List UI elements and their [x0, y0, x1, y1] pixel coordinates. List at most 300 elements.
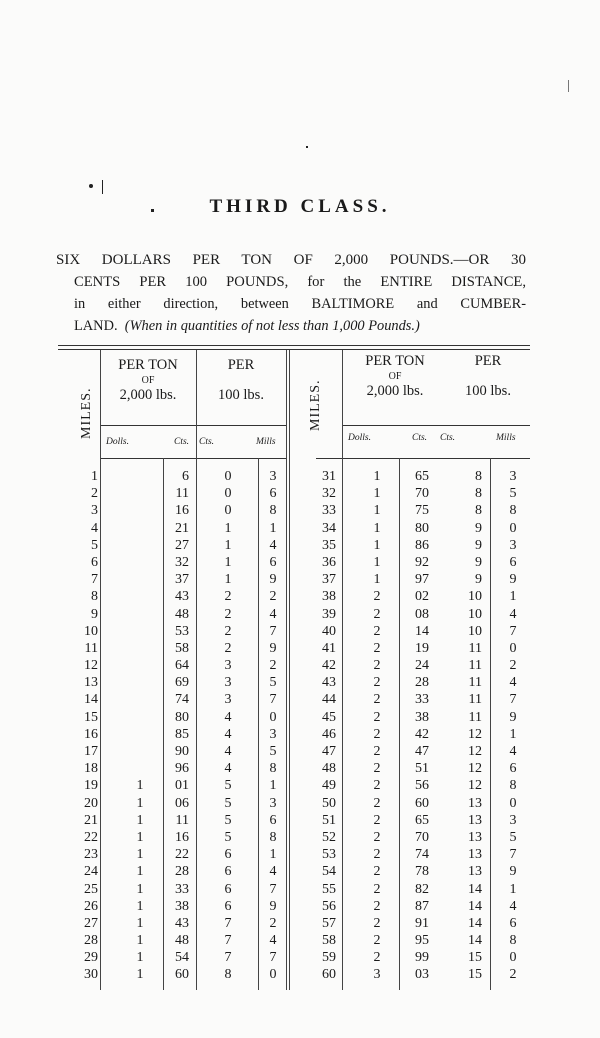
table-cell: 4 [269, 933, 277, 949]
table-cell: 2 [373, 778, 381, 794]
table-cell: 2 [373, 795, 381, 811]
table-cell: 4 [224, 709, 232, 725]
table-cell: 6 [509, 915, 517, 931]
right-cts-column [399, 468, 429, 984]
table-cell: 5 [509, 829, 517, 845]
table-cell: 17 [84, 744, 98, 759]
table-cell [120, 571, 160, 588]
table-cell: 2 [373, 864, 381, 880]
table-cell: 1 [136, 933, 144, 949]
table-cell: 47 [322, 744, 336, 759]
table-cell: 16 [175, 829, 189, 845]
table-cell: 14 [84, 692, 98, 708]
table-cell: 44 [322, 692, 336, 708]
column-divider [196, 350, 197, 990]
lbs-2000-label: 2,000 lbs. [366, 383, 424, 399]
table-cell [120, 520, 160, 537]
table-cell: 18 [84, 761, 98, 777]
table-cell: 92 [415, 554, 429, 570]
table-cell: 1 [136, 915, 144, 931]
table-cell: 3 [269, 726, 277, 742]
table-cell: 2 [373, 658, 381, 674]
table-top-rule [58, 349, 530, 350]
table-cell: 0 [224, 486, 232, 502]
table-cell: 32 [175, 554, 189, 570]
table-cell: 59 [322, 950, 336, 966]
table-cell [120, 674, 160, 691]
left-per-cts-column [213, 468, 243, 984]
table-cell: 4 [224, 761, 232, 777]
table-cell: 9 [475, 554, 482, 570]
table-cell: 50 [322, 795, 336, 811]
table-cell: 2 [373, 692, 381, 708]
table-cell: 1 [509, 726, 517, 742]
table-cell: 1 [373, 537, 381, 553]
table-cell: 7 [509, 847, 517, 863]
table-cell: 6 [91, 554, 98, 570]
table-cell [120, 743, 160, 760]
table-cell: 54 [322, 864, 336, 880]
table-cell: 13 [468, 864, 482, 880]
cts-subheader: Cts. [174, 437, 190, 447]
table-cell: 4 [269, 864, 277, 880]
table-cell: 1 [136, 950, 144, 966]
table-cell: 5 [224, 829, 232, 845]
table-cell: 37 [322, 572, 336, 588]
table-cell: 43 [175, 915, 189, 931]
table-cell: 2 [373, 950, 381, 966]
table-cell [120, 691, 160, 708]
table-cell: 31 [322, 469, 336, 484]
table-cell [120, 606, 160, 623]
table-cell: 51 [415, 761, 429, 777]
table-cell: 2 [224, 640, 232, 656]
table-cell: 38 [175, 898, 189, 914]
left-cts-column [163, 468, 189, 984]
table-cell: 11 [84, 640, 98, 656]
table-cell: 9 [269, 572, 277, 588]
table-cell: 06 [175, 795, 189, 811]
table-cell: 8 [91, 589, 98, 605]
table-cell: 38 [415, 709, 429, 725]
table-cell: 53 [175, 623, 189, 639]
table-cell: 8 [269, 761, 277, 777]
cts-subheader: Cts. [412, 433, 428, 443]
table-cell: 0 [509, 795, 517, 811]
table-cell: 58 [322, 933, 336, 949]
table-cell: 2 [373, 744, 381, 759]
table-cell: 78 [415, 864, 429, 880]
table-cell: 1 [136, 898, 144, 914]
table-cell: 28 [175, 864, 189, 880]
table-top-rule [58, 345, 530, 346]
table-cell: 2 [373, 915, 381, 931]
table-cell: 13 [468, 812, 482, 828]
per-label: PER [227, 357, 255, 373]
mills-subheader: Mills [256, 437, 276, 447]
table-cell: 22 [84, 829, 98, 845]
table-cell: 47 [415, 744, 429, 759]
intro-line: in either direction, between BALTIMORE and CUMBER- [74, 296, 526, 312]
table-cell: 2 [224, 589, 232, 605]
table-cell: 8 [269, 503, 277, 519]
column-divider [286, 350, 287, 990]
table-cell: 52 [322, 829, 336, 845]
table-cell: 34 [322, 520, 336, 536]
table-cell: 2 [509, 967, 517, 983]
table-cell: 9 [509, 864, 517, 880]
table-cell: 97 [415, 572, 429, 588]
table-cell: 1 [224, 537, 232, 553]
table-cell: 1 [136, 864, 144, 880]
table-cell: 1 [91, 469, 98, 484]
table-cell: 2 [373, 898, 381, 914]
table-cell: 1 [136, 795, 144, 811]
table-cell: 2 [224, 623, 232, 639]
table-cell: 33 [322, 503, 336, 519]
header-bottom-rule [342, 425, 530, 426]
right-miles-column [300, 468, 336, 984]
table-cell: 1 [136, 881, 144, 897]
table-cell: 2 [373, 761, 381, 777]
table-cell: 3 [224, 675, 232, 691]
table-cell: 12 [468, 761, 482, 777]
table-cell: 12 [84, 658, 98, 674]
table-cell: 30 [84, 967, 98, 983]
of-label: OF [388, 371, 402, 382]
table-cell: 6 [269, 554, 277, 570]
table-cell: 1 [136, 829, 144, 845]
table-cell: 8 [509, 933, 517, 949]
table-cell: 3 [224, 658, 232, 674]
table-cell: 2 [373, 675, 381, 691]
table-cell: 29 [84, 950, 98, 966]
table-cell: 27 [84, 915, 98, 931]
of-label: OF [141, 375, 155, 386]
table-cell: 15 [468, 950, 482, 966]
table-cell: 42 [322, 658, 336, 674]
table-cell: 1 [373, 520, 381, 536]
table-cell: 56 [415, 778, 429, 794]
table-cell: 3 [224, 692, 232, 708]
table-cell: 01 [175, 778, 189, 794]
table-cell: 1 [269, 778, 277, 794]
table-cell: 3 [509, 537, 517, 553]
table-cell: 08 [415, 606, 429, 622]
left-dolls-column [120, 468, 160, 984]
table-cell: 1 [373, 572, 381, 588]
per-cts-subheader: Cts. [440, 433, 456, 443]
table-cell: 22 [175, 847, 189, 863]
table-cell [120, 554, 160, 571]
table-cell: 1 [224, 520, 232, 536]
table-cell [120, 537, 160, 554]
table-cell: 5 [224, 812, 232, 828]
table-cell: 24 [84, 864, 98, 880]
table-cell: 12 [468, 726, 482, 742]
table-cell: 2 [91, 486, 98, 502]
table-cell [120, 623, 160, 640]
right-per-cts-column [440, 468, 482, 984]
table-cell: 2 [269, 658, 277, 674]
dolls-subheader: Dolls. [106, 437, 129, 447]
table-cell: 0 [269, 709, 277, 725]
table-cell [120, 588, 160, 605]
table-cell: 10 [468, 623, 482, 639]
table-cell: 45 [322, 709, 336, 725]
table-cell: 4 [224, 726, 232, 742]
dolls-subheader: Dolls. [348, 433, 371, 443]
table-cell: 39 [322, 606, 336, 622]
table-cell: 1 [224, 572, 232, 588]
header-bottom-rule [100, 425, 286, 426]
table-cell: 5 [224, 778, 232, 794]
table-cell: 9 [475, 572, 482, 588]
table-cell: 0 [509, 950, 517, 966]
table-cell: 6 [224, 898, 232, 914]
table-cell: 6 [224, 864, 232, 880]
table-cell: 13 [468, 829, 482, 845]
table-cell: 55 [322, 881, 336, 897]
table-cell: 3 [509, 812, 517, 828]
table-cell [120, 485, 160, 502]
stray-mark [568, 80, 569, 92]
intro-line: CENTS PER 100 POUNDS, for the ENTIRE DISTANCE, [74, 274, 526, 290]
table-cell: 9 [509, 709, 517, 725]
table-cell: 0 [224, 469, 232, 484]
table-cell: 21 [175, 520, 189, 536]
table-cell: 11 [468, 675, 482, 691]
data-top-rule [316, 458, 530, 459]
table-cell: 27 [175, 537, 189, 553]
table-cell: 96 [175, 761, 189, 777]
table-cell: 14 [468, 881, 482, 897]
per-ton-header [100, 358, 196, 403]
table-cell: 1 [269, 847, 277, 863]
table-cell: 7 [269, 692, 277, 708]
table-cell: 91 [415, 915, 429, 931]
table-cell: 37 [175, 572, 189, 588]
table-cell: 14 [415, 623, 429, 639]
table-cell: 10 [84, 623, 98, 639]
table-cell: 10 [468, 589, 482, 605]
lbs-2000-label: 2,000 lbs. [119, 387, 177, 403]
table-cell: 7 [269, 881, 277, 897]
table-cell: 51 [322, 812, 336, 828]
table-cell: 19 [415, 640, 429, 656]
table-cell: 2 [373, 709, 381, 725]
table-cell: 5 [509, 486, 517, 502]
table-cell: 21 [84, 812, 98, 828]
table-cell: 8 [269, 829, 277, 845]
table-cell: 35 [322, 537, 336, 553]
per-100-header [196, 358, 286, 403]
table-cell: 7 [224, 950, 232, 966]
stray-mark [306, 146, 308, 148]
table-cell: 2 [373, 881, 381, 897]
table-cell: 1 [136, 778, 144, 794]
column-divider [100, 350, 101, 990]
table-cell: 9 [509, 572, 517, 588]
table-cell: 86 [415, 537, 429, 553]
per-ton-label: PER TON [118, 357, 178, 373]
table-cell: 11 [468, 658, 482, 674]
table-cell: 48 [322, 761, 336, 777]
table-cell: 1 [373, 486, 381, 502]
table-cell: 9 [269, 898, 277, 914]
table-cell: 20 [84, 795, 98, 811]
table-cell: 4 [509, 744, 517, 759]
table-cell: 13 [84, 675, 98, 691]
table-cell: 36 [322, 554, 336, 570]
table-cell: 54 [175, 950, 189, 966]
table-cell: 46 [322, 726, 336, 742]
table-cell: 2 [509, 658, 517, 674]
table-cell: 14 [468, 933, 482, 949]
table-cell: 33 [175, 881, 189, 897]
table-cell: 3 [509, 469, 517, 484]
table-cell: 13 [468, 795, 482, 811]
table-cell: 56 [322, 898, 336, 914]
table-cell: 2 [269, 915, 277, 931]
table-cell [120, 709, 160, 726]
table-cell: 99 [415, 950, 429, 966]
per-label: PER [474, 353, 502, 369]
table-cell: 60 [322, 967, 336, 983]
table-cell: 57 [322, 915, 336, 931]
table-cell: 4 [509, 898, 517, 914]
intro-line [56, 315, 526, 337]
table-cell: 16 [84, 726, 98, 742]
right-per-mills-column [500, 468, 526, 984]
table-cell: 3 [269, 795, 277, 811]
table-cell: 12 [468, 778, 482, 794]
table-cell: 74 [415, 847, 429, 863]
table-cell: 6 [269, 486, 277, 502]
table-cell: 90 [175, 744, 189, 759]
table-cell: 8 [475, 486, 482, 502]
table-cell: 10 [468, 606, 482, 622]
table-cell: 49 [322, 778, 336, 794]
table-cell: 1 [269, 520, 277, 536]
table-cell: 13 [468, 847, 482, 863]
table-cell: 2 [373, 726, 381, 742]
table-cell: 2 [373, 812, 381, 828]
column-divider [258, 458, 259, 990]
table-cell: 5 [269, 744, 277, 759]
intro-line-start: LAND. [74, 318, 118, 334]
table-cell: 65 [415, 469, 429, 484]
table-cell: 74 [175, 692, 189, 708]
table-cell: 1 [136, 847, 144, 863]
table-cell: 64 [175, 658, 189, 674]
table-cell: 15 [84, 709, 98, 725]
table-cell: 7 [269, 950, 277, 966]
table-cell: 60 [415, 795, 429, 811]
table-cell [120, 760, 160, 777]
table-cell: 2 [373, 829, 381, 845]
table-cell: 2 [373, 933, 381, 949]
table-cell: 6 [224, 881, 232, 897]
table-cell: 80 [175, 709, 189, 725]
page-title: THIRD CLASS. [209, 196, 391, 217]
table-cell: 85 [175, 726, 189, 742]
table-cell [120, 468, 160, 485]
table-cell: 16 [175, 503, 189, 519]
miles-header: MILES. [308, 379, 323, 431]
table-cell: 48 [175, 933, 189, 949]
table-cell: 3 [373, 967, 381, 983]
per-100-header [446, 354, 530, 399]
table-cell [120, 657, 160, 674]
table-cell: 33 [415, 692, 429, 708]
intro-line-italic: (When in quantities of not less than 1,000 Pounds.) [124, 318, 420, 334]
table-cell: 7 [509, 623, 517, 639]
table-cell: 1 [136, 812, 144, 828]
lbs-100-label: 100 lbs. [465, 383, 511, 399]
stray-mark [102, 180, 103, 194]
table-cell: 6 [224, 847, 232, 863]
table-cell: 42 [415, 726, 429, 742]
per-cts-subheader: Cts. [199, 437, 215, 447]
column-divider [490, 458, 491, 990]
table-cell: 53 [322, 847, 336, 863]
table-cell: 8 [475, 503, 482, 519]
column-divider [342, 350, 343, 990]
table-cell: 9 [269, 640, 277, 656]
table-cell: 58 [175, 640, 189, 656]
table-cell: 8 [224, 967, 232, 983]
table-cell: 2 [373, 847, 381, 863]
table-cell: 1 [373, 469, 381, 484]
table-cell: 11 [175, 486, 189, 502]
table-cell: 0 [509, 640, 517, 656]
table-cell: 9 [91, 606, 98, 622]
table-cell: 15 [468, 967, 482, 983]
table-cell: 12 [468, 744, 482, 759]
lbs-100-label: 100 lbs. [218, 387, 264, 403]
table-cell: 25 [84, 881, 98, 897]
table-cell: 4 [269, 606, 277, 622]
table-cell: 70 [415, 829, 429, 845]
per-ton-header [342, 354, 448, 399]
table-cell: 4 [269, 537, 277, 553]
table-cell: 6 [509, 761, 517, 777]
left-miles-column [70, 468, 98, 984]
miles-header: MILES. [79, 387, 94, 439]
table-cell: 11 [175, 812, 189, 828]
table-cell: 1 [136, 967, 144, 983]
per-ton-label: PER TON [365, 353, 425, 369]
table-cell: 80 [415, 520, 429, 536]
table-cell: 24 [415, 658, 429, 674]
table-cell: 38 [322, 589, 336, 605]
table-cell: 43 [175, 589, 189, 605]
table-cell: 95 [415, 933, 429, 949]
table-cell: 43 [322, 675, 336, 691]
table-cell: 23 [84, 847, 98, 863]
table-cell: 7 [269, 623, 277, 639]
table-cell: 5 [269, 675, 277, 691]
table-cell: 7 [509, 692, 517, 708]
table-cell: 4 [224, 744, 232, 759]
table-cell: 1 [509, 589, 517, 605]
table-cell [120, 726, 160, 743]
table-cell: 19 [84, 778, 98, 794]
table-cell: 5 [224, 795, 232, 811]
table-cell: 82 [415, 881, 429, 897]
table-cell: 7 [224, 933, 232, 949]
